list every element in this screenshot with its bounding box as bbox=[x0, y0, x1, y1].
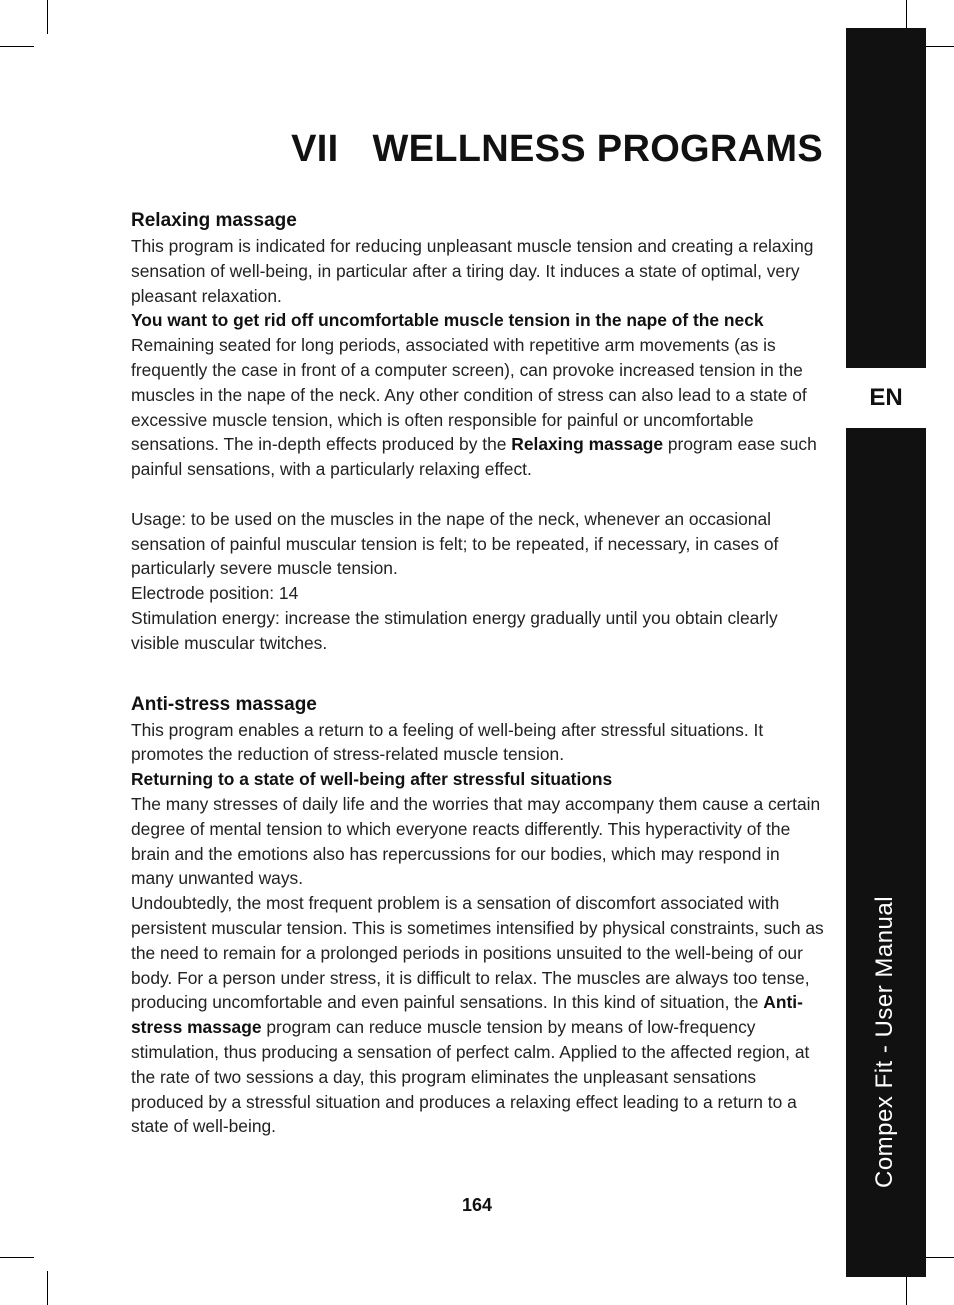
text-span: Remaining seated for long periods, associated with repetitive arm movements (as is frequently the case in front of a computer screen), can provoke increased tension in the muscles in the nape of the neck. Any other condition of stress can also lead to a state of excessive muscle tension, which is often responsible for painful or uncomfortable sensations. The in-depth effects produced by the bbox=[131, 335, 807, 455]
paragraph bbox=[131, 333, 825, 482]
crop-mark bbox=[0, 46, 34, 47]
sidebar-label-container bbox=[846, 428, 926, 1188]
paragraph: The many stresses of daily life and the worries that may accompany them cause a certain degree of mental tension to which everyone reacts differently. This hyperactivity of the brain and the emotions also has repercussions for our bodies, which may respond in many unwanted ways. bbox=[131, 793, 821, 889]
section-heading: Relaxing massage bbox=[131, 210, 297, 231]
chapter-title: WELLNESS PROGRAMS bbox=[372, 128, 823, 170]
paragraph: This program is indicated for reducing unpleasant muscle tension and creating a relaxing sensation of well-being, in particular after a tiring day. It induces a state of optimal, very pleasant relaxation. bbox=[131, 236, 814, 306]
paragraph: This program enables a return to a feeling of well-being after stressful situations. It promotes the reduction of stress-related muscle tension. bbox=[131, 719, 764, 765]
usage-text: Usage: to be used on the muscles in the nape of the neck, whenever an occasional sensation of painful muscular tension is felt; to be repeated, if necessary, in cases of particularly severe muscle tension. bbox=[131, 508, 779, 579]
electrode-position: Electrode position: 14 bbox=[131, 583, 299, 604]
text-span: program can reduce muscle tension by means of low-frequency stimulation, thus producing a sensation of perfect calm. Applied to the affected region, at the rate of two sessions a day, this program eliminates the unpleasant sensations produced by a stressful situation and produces a relaxing effect leading to a return to a state of well-being. bbox=[131, 1017, 810, 1137]
subheading: You want to get rid off uncomfortable muscle tension in the nape of the neck bbox=[131, 310, 764, 331]
paragraph bbox=[131, 891, 825, 1139]
page-title bbox=[291, 128, 823, 171]
stimulation-energy: Stimulation energy: increase the stimulation energy gradually until you obtain clearly visible muscular twitches. bbox=[131, 607, 778, 653]
section-heading: Anti-stress massage bbox=[131, 693, 317, 715]
main-content bbox=[131, 208, 825, 1139]
subheading: Returning to a state of well-being after stressful situations bbox=[131, 769, 613, 790]
page-number: 164 bbox=[461, 1195, 493, 1215]
language-tab: EN bbox=[846, 368, 926, 428]
text-span: Undoubtedly, the most frequent problem is a sensation of discomfort associated with persistent muscular tension. This is sometimes intensified by physical constraints, such as the need to remain for a prolonged periods in positions unsuited to the well-being of our body. For a person under stress, it is difficult to relax. The muscles are always too tense, producing uncomfortable and even painful sensations. In this kind of situation, the bbox=[131, 893, 824, 1013]
chapter-numeral: VII bbox=[291, 128, 339, 170]
program-name: Anti-stress massage bbox=[131, 992, 803, 1038]
crop-mark bbox=[47, 0, 48, 34]
manual-title: Compex Fit - User Manual bbox=[871, 895, 898, 1188]
text-span: program ease such painful sensations, with a particularly relaxing effect. bbox=[131, 434, 817, 480]
crop-mark bbox=[0, 1257, 34, 1258]
program-name: Relaxing massage bbox=[511, 434, 664, 455]
sidebar-top-band bbox=[846, 28, 926, 368]
crop-mark bbox=[47, 1271, 48, 1305]
